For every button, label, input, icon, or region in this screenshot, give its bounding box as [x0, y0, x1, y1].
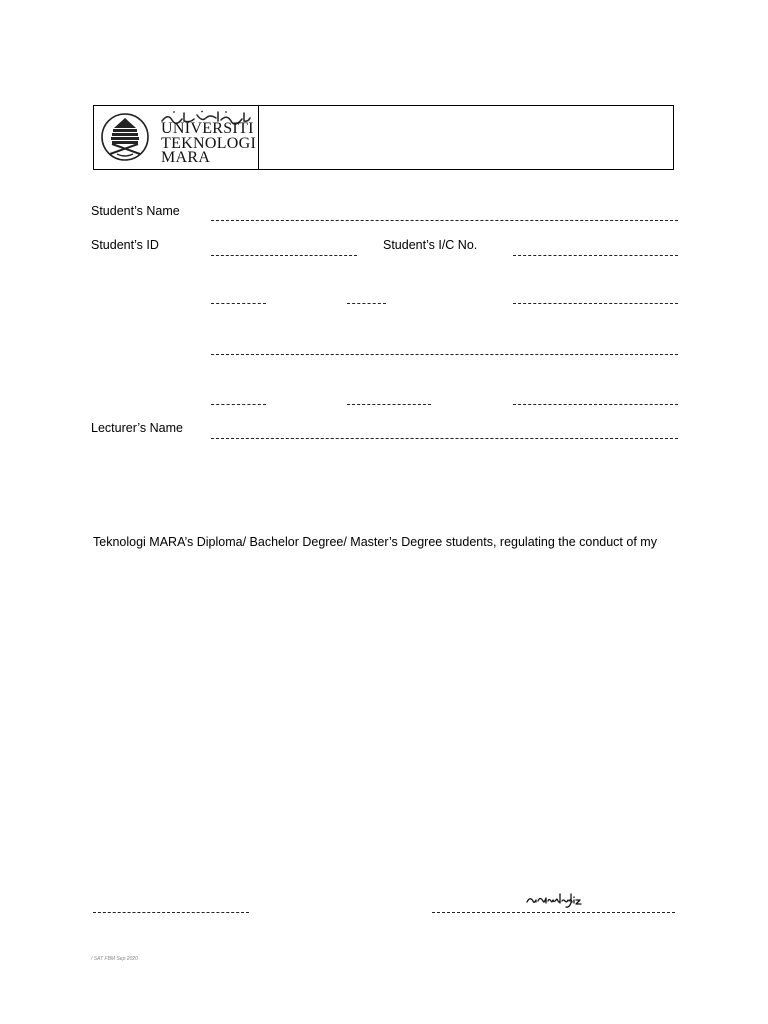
students-id-label: Student’s ID [91, 238, 159, 252]
students-id-field[interactable] [211, 255, 357, 256]
witness-signature-line[interactable] [432, 912, 675, 913]
blank-field-row3-b[interactable] [347, 303, 386, 304]
header-box [93, 105, 674, 170]
uitm-emblem-icon [100, 110, 150, 166]
form-title-cell [259, 106, 673, 169]
university-line-3: MARA [161, 149, 211, 166]
students-name-field[interactable] [211, 220, 678, 221]
university-logo [94, 106, 259, 169]
university-line-2: TEKNOLOGI [161, 134, 257, 152]
students-ic-field[interactable] [513, 255, 678, 256]
declaration-text: Teknologi MARA’s Diploma/ Bachelor Degree/ Master’s Degree students, regulating the conduct of my [93, 535, 657, 549]
blank-field-row3-c[interactable] [513, 303, 678, 304]
footer-reference: / SAT FBM Sep 2020 [91, 956, 138, 962]
blank-field-row5-b[interactable] [347, 404, 431, 405]
blank-field-row3-a[interactable] [211, 303, 266, 304]
university-line-1: UNIVERSITI [161, 120, 254, 137]
university-name [161, 122, 256, 166]
lecturers-name-field[interactable] [211, 438, 678, 439]
blank-field-row4[interactable] [211, 354, 678, 355]
signature-image [525, 889, 585, 911]
blank-field-row5-a[interactable] [211, 404, 266, 405]
student-signature-line[interactable] [93, 912, 249, 913]
students-name-label: Student’s Name [91, 204, 180, 218]
lecturers-name-label: Lecturer’s Name [91, 421, 183, 435]
students-ic-label: Student’s I/C No. [383, 238, 478, 252]
blank-field-row5-c[interactable] [513, 404, 678, 405]
